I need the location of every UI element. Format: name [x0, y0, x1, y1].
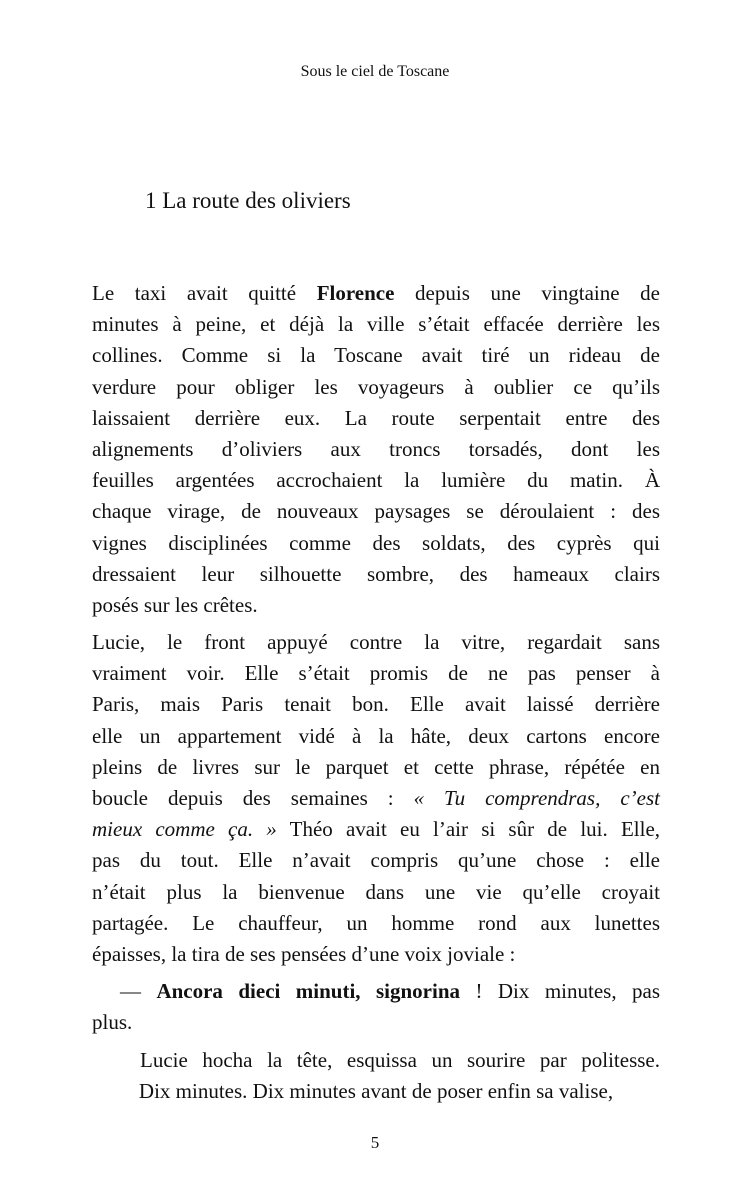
text-line: Le taxi avait quitté Florence depuis une vingtaine de [92, 281, 660, 305]
text-line: partagée. Le chauffeur, un homme rond aux lunettes [92, 910, 660, 935]
text-line: Lucie, le front appuyé contre la vitre, regardait sans [92, 630, 660, 655]
text-line: collines. Comme si la Toscane avait tiré un rideau de [92, 343, 660, 368]
text-line: mieux comme ça. » Théo avait eu l’air si sûr de lui. Elle, [92, 817, 661, 842]
text-line: feuilles argentées accrochaient la lumière du matin. À [92, 468, 660, 493]
quoted-phrase: mieux comme ça. » [92, 817, 277, 842]
text-line: dressaient leur silhouette sombre, des hameaux clairs [92, 561, 660, 586]
text-line: boucle depuis des semaines : « Tu comprendras, c’est [92, 786, 660, 810]
text-line: Dix minutes. Dix minutes avant de poser enfin sa valise, [138, 1078, 614, 1103]
text-line: alignements d’oliviers aux troncs torsadés, dont les [92, 436, 660, 461]
text-line: Lucie hocha la tête, esquissa un sourire par politesse. [140, 1047, 660, 1072]
text-line: vraiment voir. Elle s’était promis de ne pas penser à [92, 661, 660, 686]
text-line: Paris, mais Paris tenait bon. Elle avait laissé derrière [92, 692, 660, 717]
text-line: chaque virage, de nouveaux paysages se déroulaient : des [92, 499, 660, 524]
chapter-title: 1 La route des oliviers [145, 188, 351, 213]
paragraph-1 [92, 278, 660, 621]
text-line: vignes disciplinées comme des soldats, des cyprès qui [92, 530, 660, 555]
paragraph-4 [92, 1045, 660, 1107]
text-line: plus. [92, 1010, 133, 1035]
body-text [92, 278, 660, 1107]
text-line: laissaient derrière eux. La route serpentait entre des [92, 405, 660, 430]
text-line: pas du tout. Elle n’avait compris qu’une chose : elle [92, 848, 660, 873]
text-line: — Ancora dieci minuti, signorina ! Dix minutes, pas [120, 979, 660, 1004]
text-line: épaisses, la tira de ses pensées d’une voix joviale : [92, 941, 516, 966]
paragraph-2 [92, 627, 660, 970]
quoted-phrase: « Tu comprendras, c’est [413, 786, 660, 810]
italian-speech: Ancora dieci minuti, signorina [156, 979, 461, 1004]
text-line: verdure pour obliger les voyageurs à oublier ce qu’ils [92, 374, 660, 399]
text-line: n’était plus la bienvenue dans une vie qu’elle croyait [92, 879, 660, 904]
running-head: Sous le ciel de Toscane [300, 63, 450, 80]
text-line: pleins de livres sur le parquet et cette phrase, répétée en [92, 754, 660, 779]
page-number: 5 [370, 1133, 380, 1152]
text-line: elle un appartement vidé à la hâte, deux cartons encore [92, 723, 660, 748]
dialogue-line [92, 976, 660, 1038]
place-name: Florence [316, 281, 395, 305]
text-line: posés sur les crêtes. [92, 592, 258, 617]
text-line: minutes à peine, et déjà la ville s’était effacée derrière les [92, 312, 660, 337]
